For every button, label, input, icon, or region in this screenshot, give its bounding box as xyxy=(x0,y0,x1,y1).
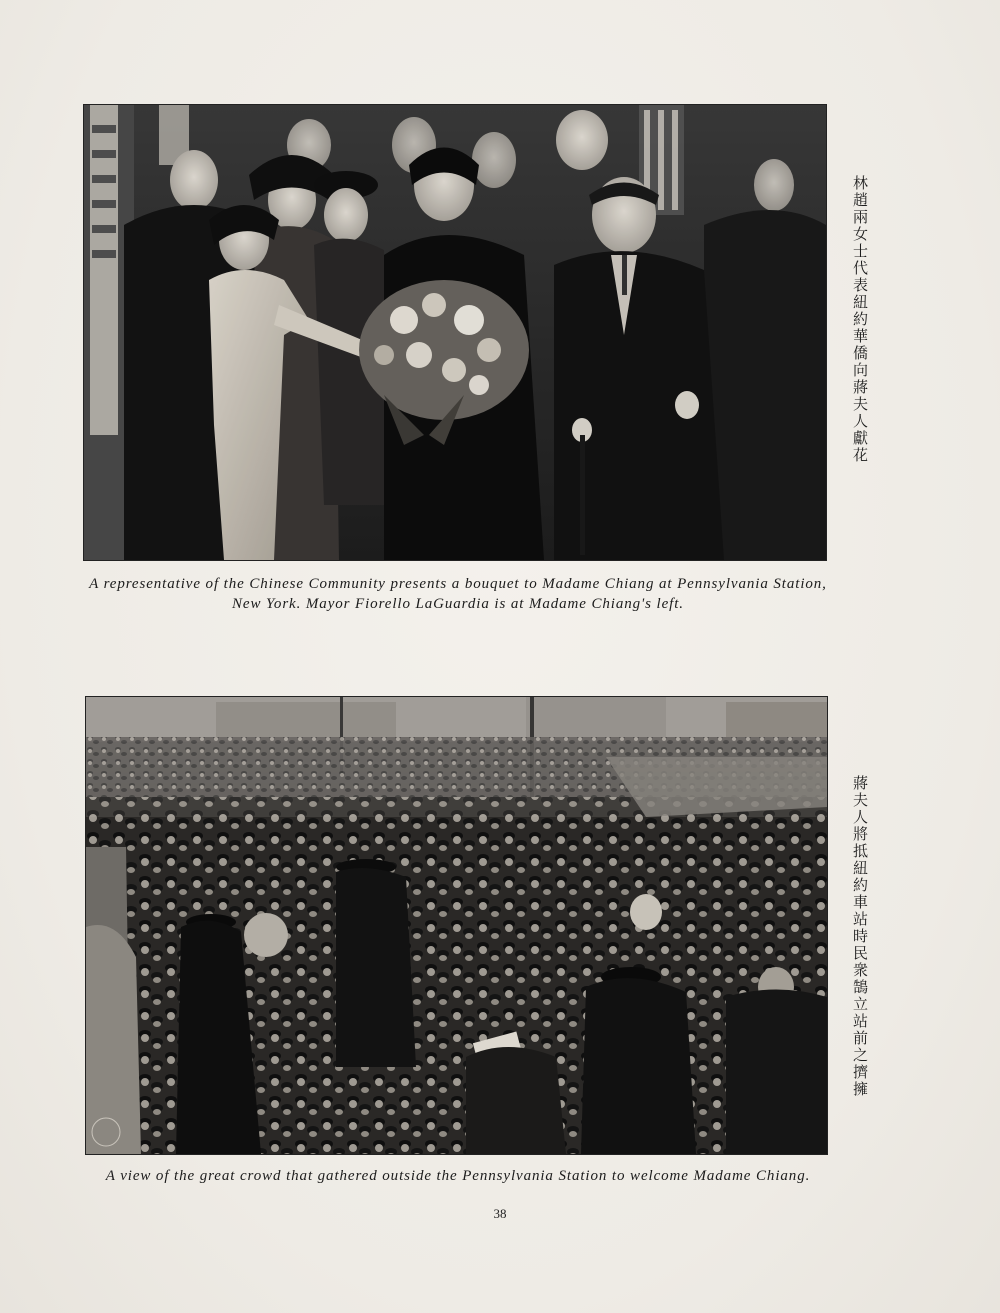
bouquet-presentation-photo xyxy=(84,105,826,560)
bouquet-presentation-image xyxy=(84,105,826,560)
crowd-photo-caption: A view of the great crowd that gathered outside the Pennsylvania Station to welcome Madame Chiang. xyxy=(105,1168,811,1184)
crowd-photo xyxy=(86,697,827,1154)
crowd-photo-chinese-caption: 蔣夫人將抵紐約車站時民衆鵠立站前之擠擁 xyxy=(851,775,869,1098)
bouquet-photo-chinese-caption: 林趙兩女士代表紐約華僑向蔣夫人獻花 xyxy=(851,175,869,464)
bouquet-photo-caption: A representative of the Chinese Community presents a bouquet to Madame Chiang at Pennsylvania Station, New York. Mayor Fiorello LaGuardia is at Madame Chiang's left. xyxy=(89,576,827,612)
page-number: 38 xyxy=(493,1206,507,1221)
crowd-image xyxy=(86,697,827,1154)
